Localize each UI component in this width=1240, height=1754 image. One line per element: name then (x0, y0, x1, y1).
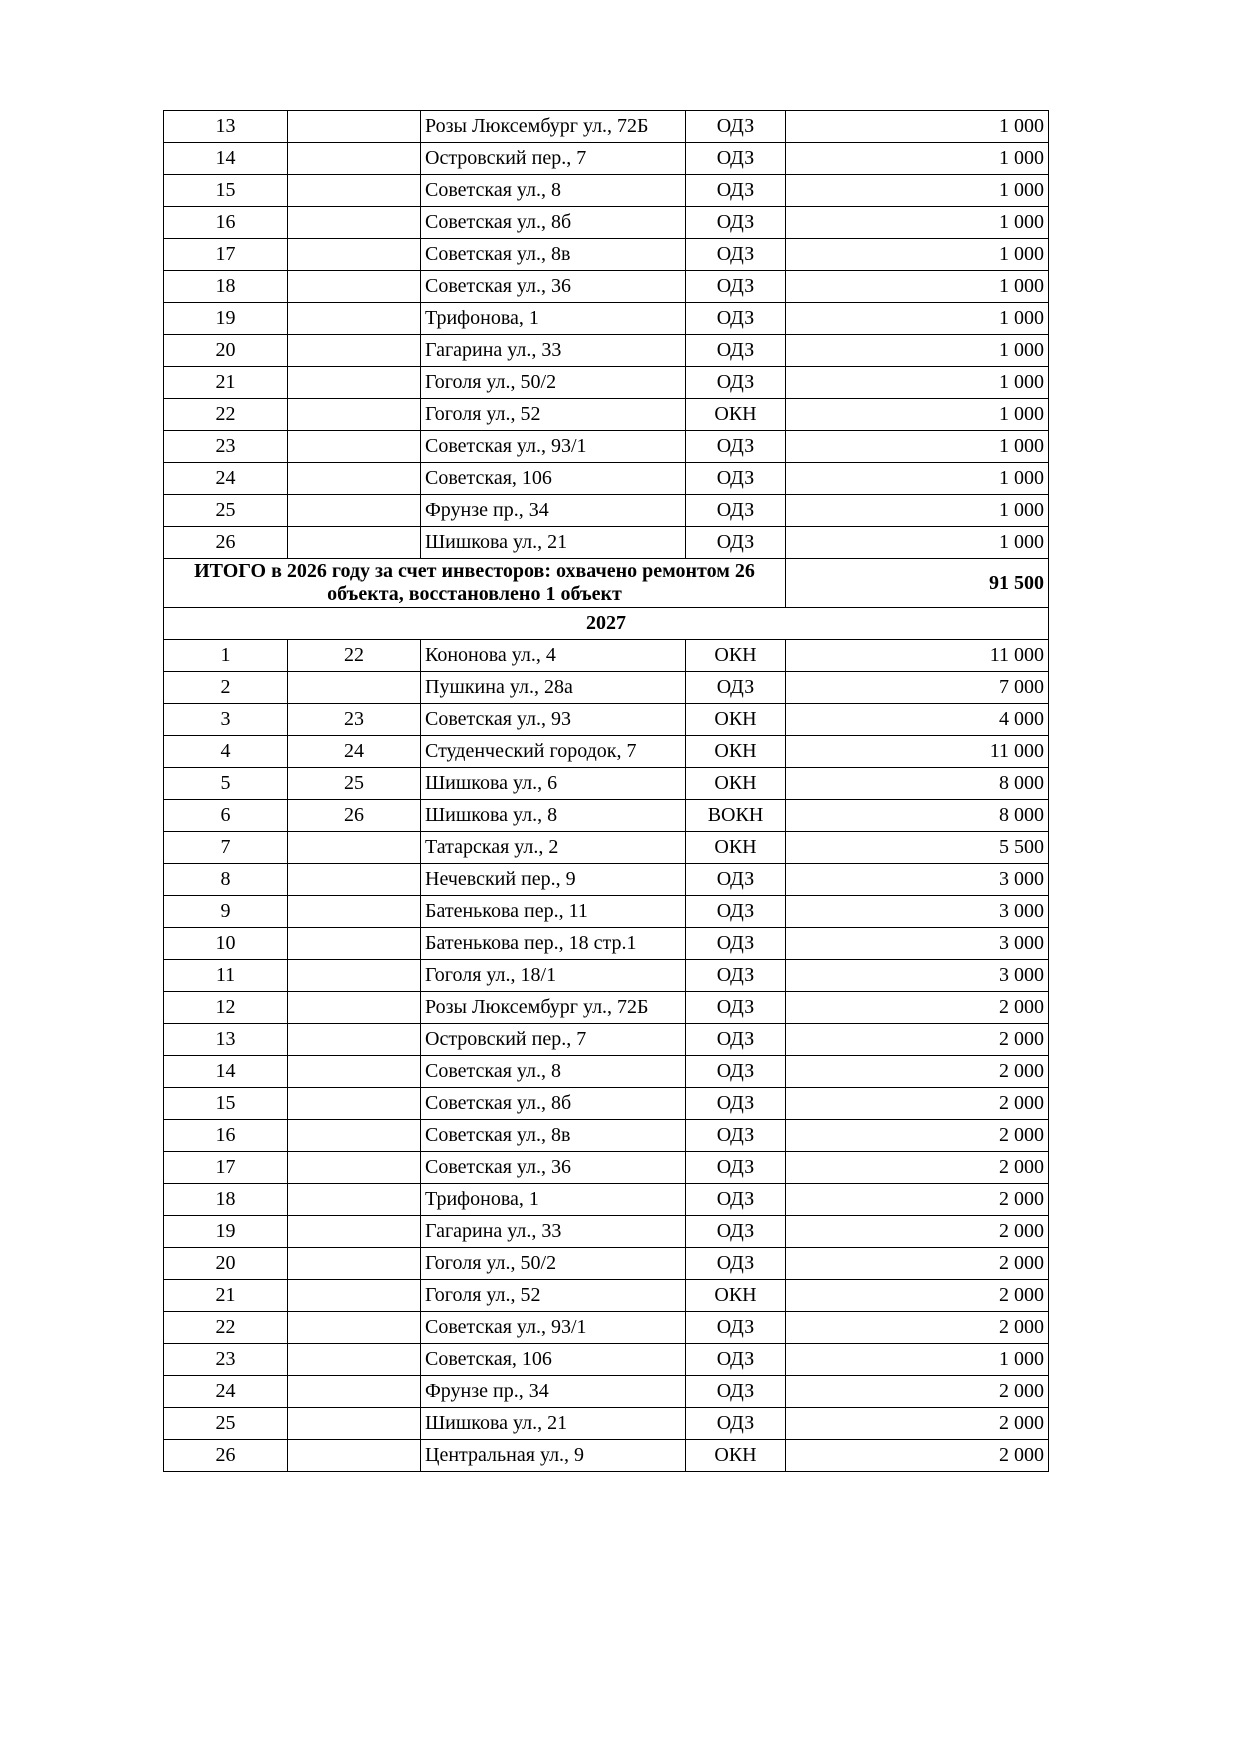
cell-row-number: 13 (164, 111, 288, 143)
cell-object-type: ОДЗ (686, 111, 786, 143)
table-row (164, 736, 1049, 768)
cell-amount: 2 000 (786, 1280, 1049, 1312)
table-row (164, 399, 1049, 431)
cell-row-number: 1 (164, 640, 288, 672)
table-row (164, 896, 1049, 928)
cell-amount: 2 000 (786, 1216, 1049, 1248)
table-row (164, 1088, 1049, 1120)
table-row (164, 768, 1049, 800)
cell-secondary-number (288, 1216, 421, 1248)
cell-amount: 2 000 (786, 1248, 1049, 1280)
cell-row-number: 16 (164, 207, 288, 239)
cell-address: Советская ул., 36 (421, 1152, 686, 1184)
cell-object-type: ОДЗ (686, 527, 786, 559)
cell-address: Кононова ул., 4 (421, 640, 686, 672)
table-row (164, 640, 1049, 672)
cell-row-number: 24 (164, 463, 288, 495)
cell-row-number: 2 (164, 672, 288, 704)
cell-address: Батенькова пер., 18 стр.1 (421, 928, 686, 960)
cell-object-type: ОДЗ (686, 1120, 786, 1152)
cell-secondary-number (288, 431, 421, 463)
cell-amount: 2 000 (786, 1184, 1049, 1216)
cell-secondary-number (288, 672, 421, 704)
table-row (164, 1440, 1049, 1472)
cell-object-type: ОДЗ (686, 271, 786, 303)
table-row (164, 143, 1049, 175)
cell-address: Советская ул., 8в (421, 1120, 686, 1152)
cell-address: Татарская ул., 2 (421, 832, 686, 864)
table-row (164, 495, 1049, 527)
cell-amount: 1 000 (786, 431, 1049, 463)
cell-secondary-number (288, 143, 421, 175)
cell-address: Советская ул., 8в (421, 239, 686, 271)
cell-amount: 1 000 (786, 239, 1049, 271)
cell-object-type: ОКН (686, 704, 786, 736)
cell-amount: 2 000 (786, 1312, 1049, 1344)
cell-address: Советская ул., 93/1 (421, 1312, 686, 1344)
cell-address: Советская ул., 36 (421, 271, 686, 303)
cell-address: Советская ул., 8 (421, 1056, 686, 1088)
cell-object-type: ОДЗ (686, 672, 786, 704)
cell-row-number: 16 (164, 1120, 288, 1152)
cell-object-type: ОДЗ (686, 1184, 786, 1216)
cell-object-type: ОДЗ (686, 495, 786, 527)
cell-secondary-number (288, 367, 421, 399)
cell-address: Батенькова пер., 11 (421, 896, 686, 928)
cell-row-number: 8 (164, 864, 288, 896)
cell-object-type: ОДЗ (686, 1376, 786, 1408)
table-row (164, 800, 1049, 832)
table-row (164, 704, 1049, 736)
table-row (164, 111, 1049, 143)
cell-object-type: ОДЗ (686, 175, 786, 207)
cell-secondary-number (288, 1440, 421, 1472)
table-row (164, 271, 1049, 303)
cell-row-number: 19 (164, 303, 288, 335)
cell-object-type: ОКН (686, 736, 786, 768)
cell-object-type: ОДЗ (686, 1408, 786, 1440)
table-row (164, 672, 1049, 704)
cell-row-number: 15 (164, 1088, 288, 1120)
table-row (164, 527, 1049, 559)
cell-row-number: 14 (164, 1056, 288, 1088)
cell-row-number: 22 (164, 399, 288, 431)
cell-row-number: 14 (164, 143, 288, 175)
cell-amount: 2 000 (786, 1024, 1049, 1056)
repair-schedule-table (163, 110, 1049, 1472)
cell-address: Советская ул., 93 (421, 704, 686, 736)
cell-object-type: ОКН (686, 640, 786, 672)
cell-address: Советская ул., 93/1 (421, 431, 686, 463)
cell-secondary-number (288, 527, 421, 559)
cell-address: Гоголя ул., 50/2 (421, 1248, 686, 1280)
table-row (164, 1056, 1049, 1088)
table-row (164, 832, 1049, 864)
schedule-table-body (164, 111, 1049, 1472)
cell-object-type: ОДЗ (686, 1024, 786, 1056)
cell-address: Гагарина ул., 33 (421, 1216, 686, 1248)
cell-object-type: ОДЗ (686, 960, 786, 992)
cell-row-number: 17 (164, 239, 288, 271)
table-row (164, 335, 1049, 367)
cell-secondary-number (288, 239, 421, 271)
cell-address: Студенческий городок, 7 (421, 736, 686, 768)
cell-amount: 5 500 (786, 832, 1049, 864)
cell-object-type: ОДЗ (686, 928, 786, 960)
cell-row-number: 26 (164, 527, 288, 559)
table-row (164, 960, 1049, 992)
cell-row-number: 19 (164, 1216, 288, 1248)
cell-address: Островский пер., 7 (421, 1024, 686, 1056)
year-header-row (164, 608, 1049, 640)
cell-row-number: 5 (164, 768, 288, 800)
cell-object-type: ОДЗ (686, 992, 786, 1024)
cell-amount: 1 000 (786, 175, 1049, 207)
cell-amount: 1 000 (786, 463, 1049, 495)
table-row (164, 1184, 1049, 1216)
cell-secondary-number (288, 864, 421, 896)
cell-object-type: ОКН (686, 1440, 786, 1472)
cell-amount: 1 000 (786, 399, 1049, 431)
cell-amount: 11 000 (786, 640, 1049, 672)
cell-row-number: 25 (164, 1408, 288, 1440)
cell-object-type: ОДЗ (686, 143, 786, 175)
cell-row-number: 13 (164, 1024, 288, 1056)
cell-amount: 4 000 (786, 704, 1049, 736)
cell-secondary-number (288, 960, 421, 992)
cell-secondary-number: 26 (288, 800, 421, 832)
cell-amount: 1 000 (786, 527, 1049, 559)
cell-row-number: 9 (164, 896, 288, 928)
table-row (164, 1024, 1049, 1056)
cell-address: Советская ул., 8б (421, 207, 686, 239)
table-row (164, 1152, 1049, 1184)
table-row (164, 431, 1049, 463)
cell-address: Советская, 106 (421, 463, 686, 495)
total-row (164, 559, 1049, 608)
table-row (164, 207, 1049, 239)
cell-address: Гагарина ул., 33 (421, 335, 686, 367)
cell-secondary-number: 23 (288, 704, 421, 736)
cell-row-number: 7 (164, 832, 288, 864)
table-row (164, 239, 1049, 271)
cell-secondary-number (288, 1376, 421, 1408)
cell-secondary-number (288, 1408, 421, 1440)
cell-amount: 2 000 (786, 1088, 1049, 1120)
cell-object-type: ОДЗ (686, 1056, 786, 1088)
cell-address: Шишкова ул., 21 (421, 1408, 686, 1440)
cell-address: Центральная ул., 9 (421, 1440, 686, 1472)
cell-amount: 1 000 (786, 143, 1049, 175)
cell-secondary-number (288, 992, 421, 1024)
cell-object-type: ОКН (686, 832, 786, 864)
cell-row-number: 20 (164, 1248, 288, 1280)
cell-row-number: 15 (164, 175, 288, 207)
cell-amount: 3 000 (786, 960, 1049, 992)
cell-amount: 2 000 (786, 1056, 1049, 1088)
table-row (164, 992, 1049, 1024)
cell-object-type: ОДЗ (686, 1216, 786, 1248)
cell-amount: 2 000 (786, 1408, 1049, 1440)
table-row (164, 175, 1049, 207)
cell-secondary-number (288, 928, 421, 960)
cell-address: Гоголя ул., 52 (421, 1280, 686, 1312)
table-row (164, 1216, 1049, 1248)
cell-object-type: ОДЗ (686, 335, 786, 367)
cell-secondary-number (288, 495, 421, 527)
cell-object-type: ОКН (686, 768, 786, 800)
cell-address: Трифонова, 1 (421, 303, 686, 335)
cell-amount: 1 000 (786, 111, 1049, 143)
cell-address: Гоголя ул., 50/2 (421, 367, 686, 399)
cell-secondary-number: 24 (288, 736, 421, 768)
cell-address: Советская ул., 8 (421, 175, 686, 207)
cell-amount: 1 000 (786, 271, 1049, 303)
cell-object-type: ОДЗ (686, 896, 786, 928)
cell-amount: 2 000 (786, 992, 1049, 1024)
cell-address: Советская, 106 (421, 1344, 686, 1376)
cell-secondary-number (288, 175, 421, 207)
cell-address: Шишкова ул., 8 (421, 800, 686, 832)
cell-secondary-number (288, 1312, 421, 1344)
cell-object-type: ОДЗ (686, 1248, 786, 1280)
total-row-value: 91 500 (786, 559, 1049, 608)
table-row (164, 1312, 1049, 1344)
cell-amount: 1 000 (786, 1344, 1049, 1376)
cell-row-number: 6 (164, 800, 288, 832)
cell-row-number: 17 (164, 1152, 288, 1184)
cell-secondary-number: 22 (288, 640, 421, 672)
cell-address: Розы Люксембург ул., 72Б (421, 992, 686, 1024)
table-row (164, 303, 1049, 335)
cell-row-number: 4 (164, 736, 288, 768)
cell-object-type: ОДЗ (686, 207, 786, 239)
cell-amount: 1 000 (786, 303, 1049, 335)
cell-row-number: 25 (164, 495, 288, 527)
cell-object-type: ВОКН (686, 800, 786, 832)
cell-secondary-number (288, 1088, 421, 1120)
table-row (164, 1408, 1049, 1440)
total-row-label: ИТОГО в 2026 году за счет инвесторов: охвачено ремонтом 26 объекта, восстановлено 1 объект (164, 559, 786, 608)
cell-address: Гоголя ул., 52 (421, 399, 686, 431)
cell-secondary-number (288, 1120, 421, 1152)
cell-amount: 1 000 (786, 207, 1049, 239)
cell-object-type: ОДЗ (686, 303, 786, 335)
cell-address: Советская ул., 8б (421, 1088, 686, 1120)
cell-secondary-number (288, 896, 421, 928)
table-row (164, 367, 1049, 399)
cell-secondary-number (288, 111, 421, 143)
cell-row-number: 21 (164, 1280, 288, 1312)
table-row (164, 1376, 1049, 1408)
cell-address: Гоголя ул., 18/1 (421, 960, 686, 992)
cell-secondary-number (288, 207, 421, 239)
cell-object-type: ОКН (686, 399, 786, 431)
cell-amount: 8 000 (786, 800, 1049, 832)
cell-secondary-number (288, 1344, 421, 1376)
cell-amount: 3 000 (786, 928, 1049, 960)
cell-object-type: ОДЗ (686, 367, 786, 399)
cell-address: Шишкова ул., 21 (421, 527, 686, 559)
cell-secondary-number (288, 1024, 421, 1056)
cell-secondary-number (288, 1280, 421, 1312)
cell-object-type: ОДЗ (686, 239, 786, 271)
cell-amount: 1 000 (786, 367, 1049, 399)
cell-secondary-number (288, 1152, 421, 1184)
cell-secondary-number (288, 1056, 421, 1088)
cell-row-number: 24 (164, 1376, 288, 1408)
cell-object-type: ОДЗ (686, 1088, 786, 1120)
year-header-label: 2027 (164, 608, 1049, 640)
cell-row-number: 18 (164, 1184, 288, 1216)
cell-amount: 8 000 (786, 768, 1049, 800)
cell-row-number: 3 (164, 704, 288, 736)
cell-row-number: 11 (164, 960, 288, 992)
table-row (164, 463, 1049, 495)
cell-object-type: ОДЗ (686, 1344, 786, 1376)
cell-address: Шишкова ул., 6 (421, 768, 686, 800)
cell-secondary-number (288, 335, 421, 367)
cell-amount: 2 000 (786, 1152, 1049, 1184)
cell-address: Трифонова, 1 (421, 1184, 686, 1216)
cell-secondary-number (288, 1184, 421, 1216)
cell-row-number: 23 (164, 1344, 288, 1376)
cell-address: Пушкина ул., 28а (421, 672, 686, 704)
cell-secondary-number (288, 303, 421, 335)
cell-row-number: 18 (164, 271, 288, 303)
cell-secondary-number (288, 1248, 421, 1280)
cell-amount: 2 000 (786, 1120, 1049, 1152)
cell-row-number: 23 (164, 431, 288, 463)
cell-address: Розы Люксембург ул., 72Б (421, 111, 686, 143)
cell-address: Фрунзе пр., 34 (421, 1376, 686, 1408)
cell-row-number: 22 (164, 1312, 288, 1344)
cell-address: Нечевский пер., 9 (421, 864, 686, 896)
cell-amount: 3 000 (786, 864, 1049, 896)
cell-address: Островский пер., 7 (421, 143, 686, 175)
table-row (164, 1280, 1049, 1312)
cell-amount: 1 000 (786, 495, 1049, 527)
table-row (164, 928, 1049, 960)
table-row (164, 864, 1049, 896)
cell-object-type: ОКН (686, 1280, 786, 1312)
cell-amount: 1 000 (786, 335, 1049, 367)
table-row (164, 1120, 1049, 1152)
cell-row-number: 10 (164, 928, 288, 960)
cell-object-type: ОДЗ (686, 431, 786, 463)
cell-amount: 3 000 (786, 896, 1049, 928)
cell-secondary-number (288, 832, 421, 864)
cell-amount: 11 000 (786, 736, 1049, 768)
cell-row-number: 20 (164, 335, 288, 367)
cell-address: Фрунзе пр., 34 (421, 495, 686, 527)
cell-amount: 7 000 (786, 672, 1049, 704)
table-row (164, 1248, 1049, 1280)
cell-row-number: 12 (164, 992, 288, 1024)
cell-row-number: 26 (164, 1440, 288, 1472)
cell-amount: 2 000 (786, 1376, 1049, 1408)
cell-object-type: ОДЗ (686, 864, 786, 896)
cell-object-type: ОДЗ (686, 1312, 786, 1344)
cell-secondary-number: 25 (288, 768, 421, 800)
cell-secondary-number (288, 463, 421, 495)
cell-row-number: 21 (164, 367, 288, 399)
cell-amount: 2 000 (786, 1440, 1049, 1472)
cell-secondary-number (288, 271, 421, 303)
cell-secondary-number (288, 399, 421, 431)
cell-object-type: ОДЗ (686, 1152, 786, 1184)
cell-object-type: ОДЗ (686, 463, 786, 495)
table-row (164, 1344, 1049, 1376)
